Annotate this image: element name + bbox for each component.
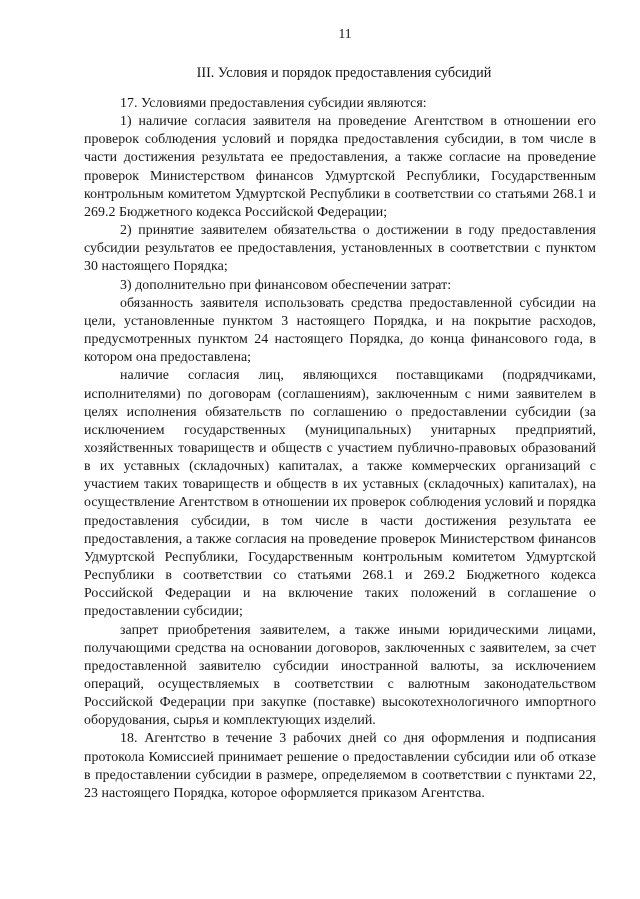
page-number: 11: [338, 26, 352, 41]
paragraph-condition-3: 3) дополнительно при финансовом обеспечении затрат:: [120, 277, 452, 293]
paragraph-obligation-use-funds: обязанность заявителя использовать средства предоставленной субсидии на цели, установленные пунктом 3 настоящего Порядка, и на покрытие расходов, предусмотренных пунктом 24 настоящего Порядка, до конца финансового года, в котором она предоставлена;: [84, 295, 596, 366]
section-title: III. Условия и порядок предоставления субсидий: [196, 65, 492, 81]
paragraph-currency-ban: запрет приобретения заявителем, а также иными юридическими лицами, получающими средства на основании договоров, заключенных с заявителем, за счет предоставленной заявителю субсидии иностранной валюты, за исключением операций, осуществляемых в соответствии с валютным законодательством Российской Федерации при закупке (поставке) высокотехнологичного импортного оборудования, сырья и комплектующих изделий.: [84, 622, 596, 729]
paragraph-condition-2: 2) принятие заявителем обязательства о достижении в году предоставления субсидии результатов ее предоставления, установленных в соответствии с пунктом 30 настоящего Порядка;: [84, 223, 596, 275]
paragraph-supplier-consent: наличие согласия лиц, являющихся поставщиками (подрядчиками, исполнителями) по договорам (соглашениям), заключенным с ними заявителем в целях исполнения обязательств по соглашению о предоставлении субсидии (за исключением государственных (муниципальных) унитарных предприятий, хозяйственных товариществ и обществ с участием публично-правовых образований в их уставных (складочных) капиталах, а также коммерческих организаций с участием таких товариществ и обществ в их уставных (складочных) капиталах), на осуществление Агентством в отношении их проверок соблюдения условий и порядка предоставления субсидии, в том числе в части достижения результата ее предоставления, а также согласия на проведение проверок Министерством финансов Удмуртской Республики, Государственным контрольным комитетом Удмуртской Республики в соответствии со статьями 268.1 и 269.2 Бюджетного кодекса Российской Федерации и на включение таких положений в соглашение о предоставлении субсидии;: [84, 368, 596, 620]
paragraph-18: 18. Агентство в течение 3 рабочих дней со дня оформления и подписания протокола Комиссией принимает решение о предоставлении субсидии или об отказе в предоставлении субсидии в размере, определяемом в соответствии с пунктами 22, 23 настоящего Порядка, которое оформляется приказом Агентства.: [84, 731, 596, 801]
document-page: [84, 26, 596, 803]
paragraph-17-intro: 17. Условиями предоставления субсидии являются:: [120, 96, 427, 111]
paragraph-condition-1: 1) наличие согласия заявителя на проведение Агентством в отношении его проверок соблюдения условий и порядка предоставления субсидии, в том числе в части достижения результата ее предоставления, а также согласие на проведение проверок Министерством финансов Удмуртской Республики, Государственным контрольным комитетом Удмуртской Республики в соответствии со статьями 268.1 и 269.2 Бюджетного кодекса Российской Федерации;: [84, 114, 596, 220]
document-body: [84, 95, 596, 803]
